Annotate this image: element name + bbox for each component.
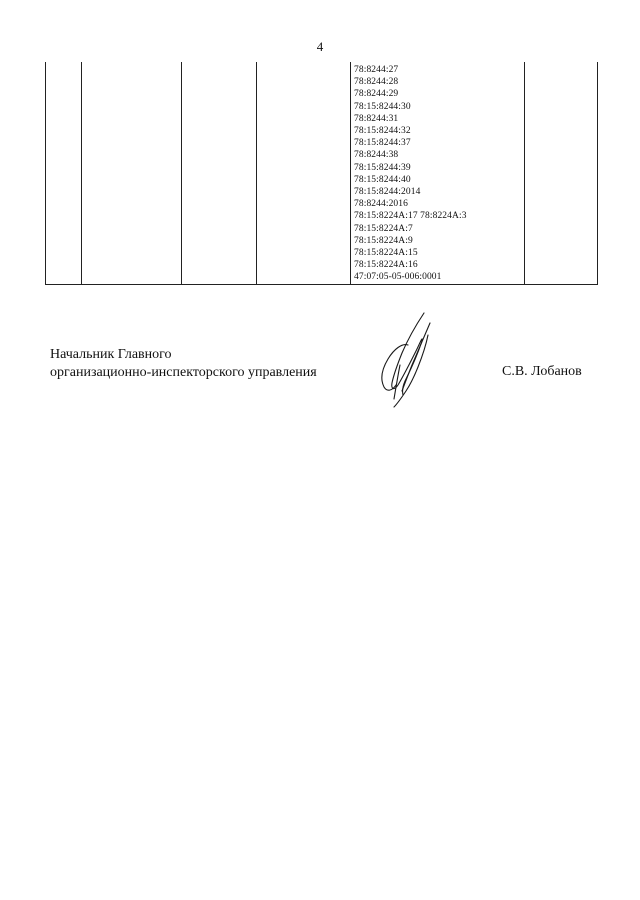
cadastral-number: 78:15:8244:2014 [354, 187, 421, 198]
handwritten-signature [372, 305, 442, 410]
table-column-divider [524, 62, 525, 284]
page-number: 4 [316, 39, 324, 54]
table-column-divider [256, 62, 257, 284]
cadastral-number: 78:15:8224A:16 [354, 260, 418, 271]
signer-name: С.В. Лобанов [502, 364, 582, 379]
cadastral-number: 78:15:8224A:15 [354, 248, 418, 259]
position-line-1: Начальник Главного [50, 347, 172, 362]
table-column-divider [81, 62, 82, 284]
cadastral-number: 47:07:05-05-006:0001 [354, 272, 442, 283]
cadastral-number: 78:15:8224A:9 [354, 235, 413, 246]
cadastral-number: 78:15:8224A:17 78:8224A:3 [354, 211, 467, 222]
cadastral-table [45, 62, 598, 285]
cadastral-number-list [354, 64, 467, 284]
position-line-2: организационно-инспекторского управления [50, 365, 317, 380]
cadastral-number: 78:15:8224A:7 [354, 223, 413, 234]
table-column-divider [350, 62, 351, 284]
cadastral-number: 78:15:8244:39 [354, 162, 411, 173]
cadastral-number: 78:8244:29 [354, 89, 399, 100]
cadastral-number: 78:15:8244:40 [354, 174, 411, 185]
signatory-position [50, 346, 317, 382]
cadastral-number: 78:8244:2016 [354, 199, 408, 210]
cadastral-number: 78:8244:28 [354, 77, 399, 88]
cadastral-number: 78:15:8244:32 [354, 126, 411, 137]
cadastral-number: 78:15:8244:37 [354, 138, 411, 149]
cadastral-number: 78:15:8244:30 [354, 101, 411, 112]
cadastral-number: 78:8244:27 [354, 65, 399, 75]
cadastral-number: 78:8244:38 [354, 150, 399, 161]
cadastral-number: 78:8244:31 [354, 113, 399, 124]
table-column-divider [181, 62, 182, 284]
